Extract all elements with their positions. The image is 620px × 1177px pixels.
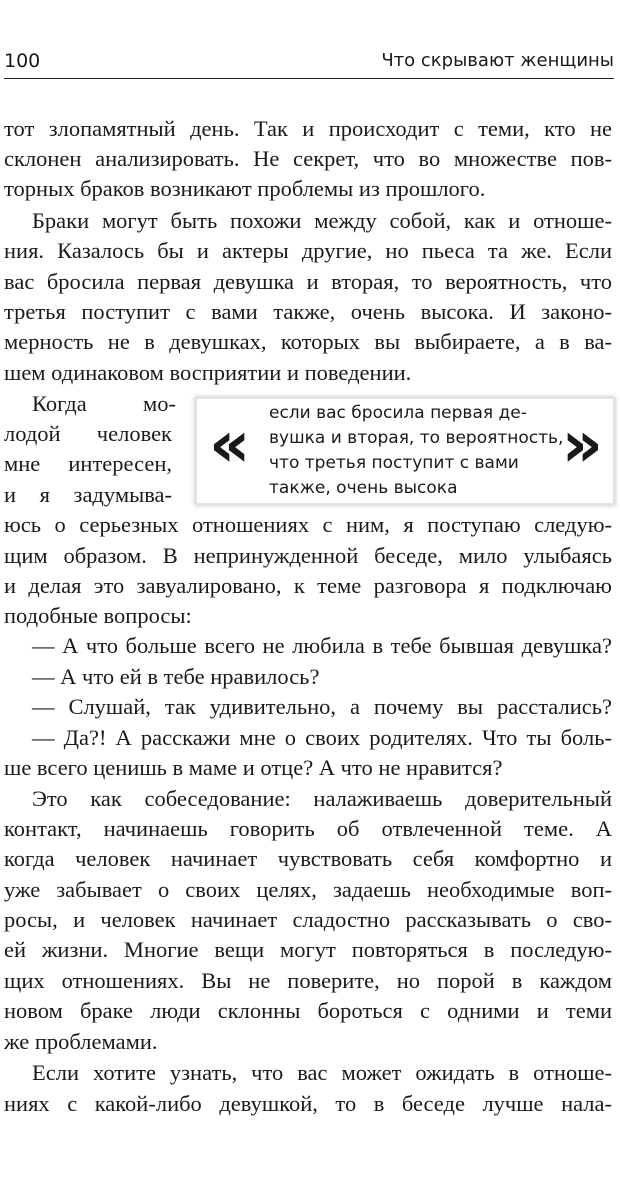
text-line: Если хотите узнать, что вас может ожидать в отноше- <box>32 1060 612 1085</box>
page-header <box>4 50 614 79</box>
pull-quote-line: также, очень высока <box>269 478 458 498</box>
text-line: торных браков возникают проблемы из прошлого. <box>4 176 486 201</box>
text-line: тот злопамятный день. Так и происходит с теми, кто не <box>4 116 612 141</box>
text-line: когда человек начинает чувствовать себя комфортно и <box>4 846 612 871</box>
close-quote-mark: » <box>561 408 603 482</box>
text-line: же проблемами. <box>4 1029 158 1054</box>
text-line: мерность не в девушках, которых вы выбираете, а в ва- <box>4 329 612 354</box>
text-line: — Да?! А расскажи мне о своих родителях. Что ты боль- <box>32 725 612 750</box>
running-title: Что скрывают женщины <box>381 50 614 71</box>
pull-quote <box>196 398 614 504</box>
text-line: и делая это завуалировано, к теме разговора я подключаю <box>4 573 612 598</box>
text-line: подобные вопросы: <box>4 603 192 628</box>
text-line: лодой человек <box>4 421 172 446</box>
text-line: ей жизни. Многие вещи могут повторяться в последую- <box>4 937 612 962</box>
text-line: Когда мо- <box>32 391 176 416</box>
text-line: уже забывает о своих целях, задаешь необходимые воп- <box>4 877 612 902</box>
pull-quote-text <box>269 401 564 501</box>
text-line: — А что ей в тебе нравилось? <box>32 664 320 689</box>
text-line: Браки могут быть похожи между собой, как и отноше- <box>32 208 612 233</box>
pull-quote-line: если вас бросила первая де- <box>269 403 527 423</box>
text-line: вас бросила первая девушка и вторая, то вероятность, что <box>4 269 612 294</box>
text-line: и я задумыва- <box>4 482 172 507</box>
text-line: ниях с какой-либо девушкой, то в беседе лучше нала- <box>4 1091 612 1116</box>
text-line: новом браке люди склонны бороться с одними и теми <box>4 998 612 1023</box>
text-line: росы, и человек начинает сладостно рассказывать о сво- <box>4 907 612 932</box>
text-line: третья поступит с вами также, очень высока. И законо- <box>4 299 612 324</box>
pull-quote-line: что третья поступит с вами <box>269 453 519 473</box>
text-line: щих отношениях. Вы не поверите, но порой в каждом <box>4 968 612 993</box>
text-line: мне интересен, <box>4 451 172 476</box>
text-line: — Слушай, так удивительно, а почему вы расстались? <box>32 694 612 719</box>
text-line: контакт, начинаешь говорить об отвлеченной теме. А <box>4 816 612 841</box>
text-line: склонен анализировать. Не секрет, что во множестве пов- <box>4 146 612 171</box>
text-line: шем одинаковом восприятии и поведении. <box>4 360 412 385</box>
text-line: ния. Казалось бы и актеры другие, но пьеса та же. Если <box>4 238 612 263</box>
text-line: — А что больше всего не любила в тебе бывшая девушка? <box>32 633 612 658</box>
text-line: ше всего ценишь в маме и отце? А что не нравится? <box>4 755 503 780</box>
pull-quote-line: вушка и вторая, то вероятность, <box>269 428 564 448</box>
text-line: щим образом. В непринужденной беседе, мило улыбаясь <box>4 543 612 568</box>
open-quote-mark: « <box>209 408 251 482</box>
text-line: Это как собеседование: налаживаешь доверительный <box>32 786 612 811</box>
page-number: 100 <box>4 50 41 72</box>
text-line: юсь о серьезных отношениях с ним, я поступаю следую- <box>4 512 612 537</box>
